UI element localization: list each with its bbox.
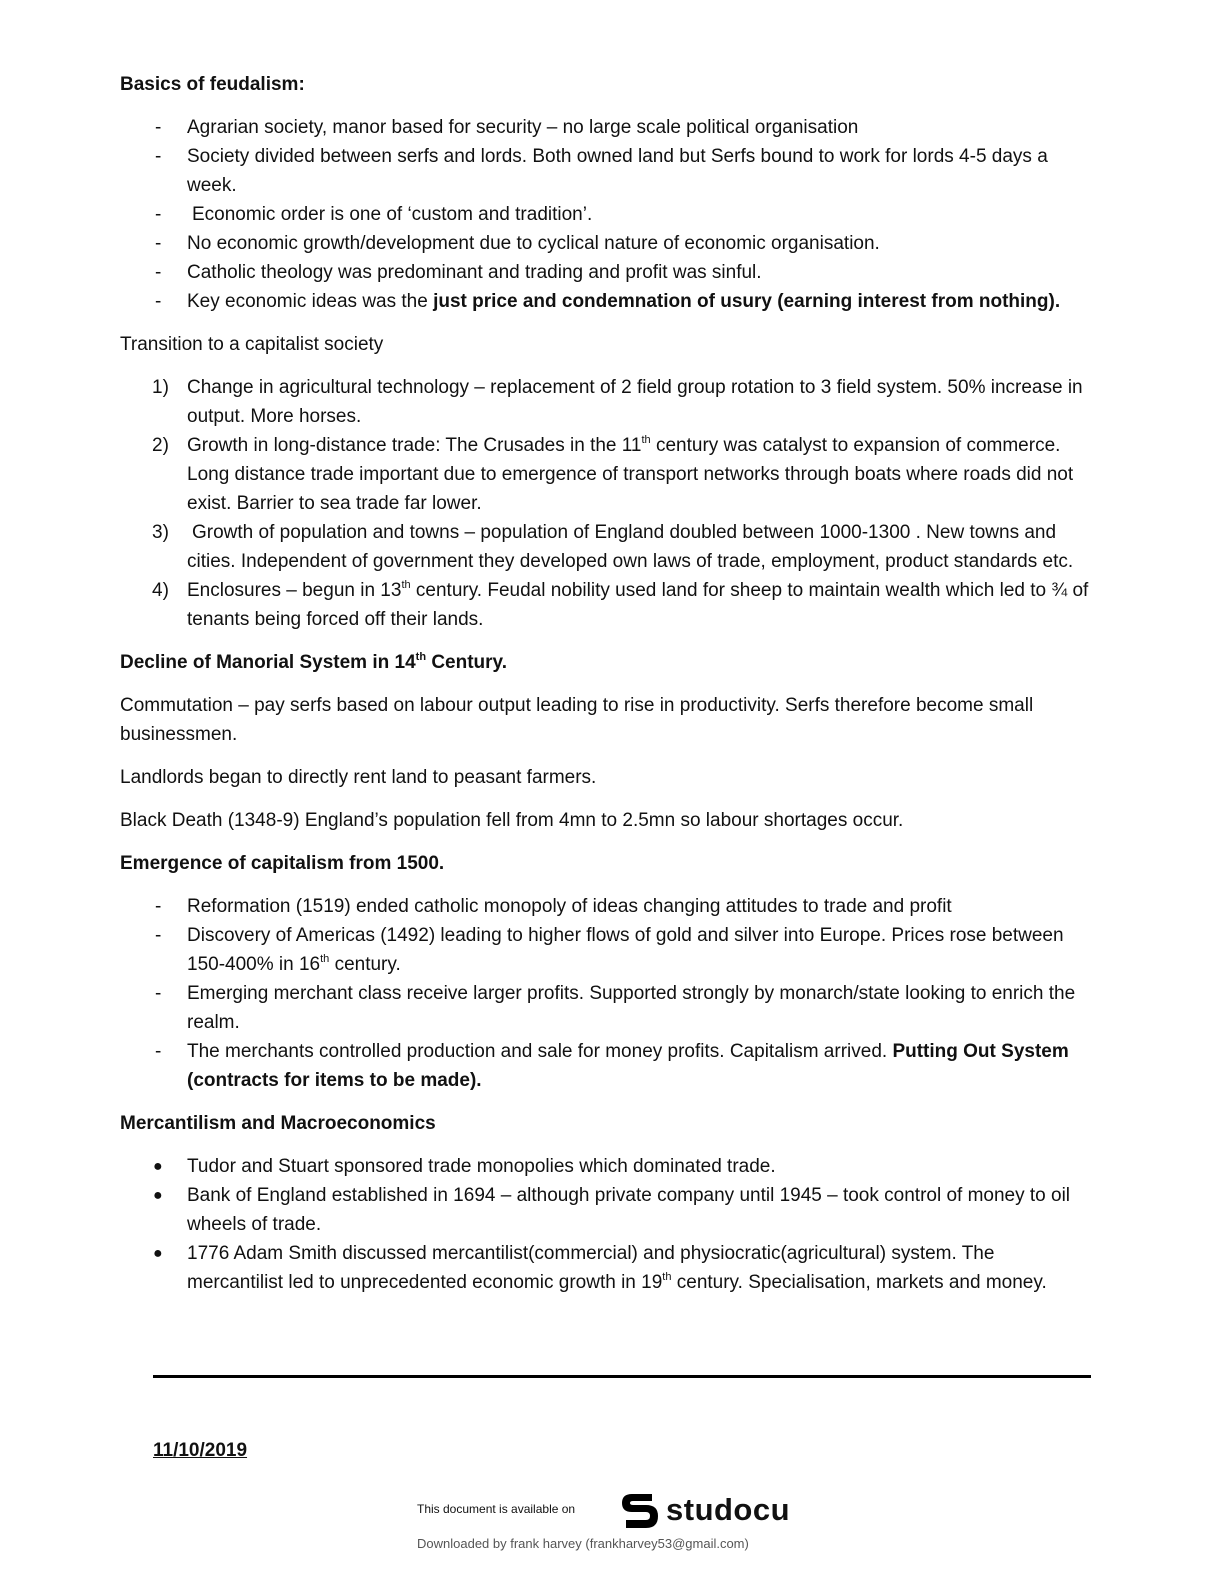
studocu-s-icon xyxy=(618,1488,660,1532)
list-item xyxy=(120,921,1095,979)
list-item-text: Tudor and Stuart sponsored trade monopolies which dominated trade. xyxy=(187,1156,776,1177)
list-item-text: century. xyxy=(329,954,401,975)
dash-marker: - xyxy=(155,1041,162,1062)
studocu-logo[interactable] xyxy=(618,1488,790,1532)
list-item xyxy=(120,229,1095,258)
list-number: 2) xyxy=(152,435,169,456)
heading-decline-manorial xyxy=(120,648,1095,677)
list-item-text: Society divided between serfs and lords. Both owned land but Serfs bound to work for lords 4-5 days a week. xyxy=(187,146,1048,196)
bullet-marker: ● xyxy=(153,1187,163,1204)
dash-marker: - xyxy=(155,233,162,254)
dash-marker: - xyxy=(155,291,162,312)
list-item-text: Reformation (1519) ended catholic monopoly of ideas changing attitudes to trade and profit xyxy=(187,896,952,917)
list-item xyxy=(120,518,1095,576)
list-number: 1) xyxy=(152,377,169,398)
list-item xyxy=(120,979,1095,1037)
list-item-text: No economic growth/development due to cyclical nature of economic organisation. xyxy=(187,233,880,254)
dash-marker: - xyxy=(155,262,162,283)
dash-marker: - xyxy=(155,983,162,1004)
list-item-bold-text: Putting Out System (contracts for items to be made). xyxy=(187,1041,1069,1091)
paragraph: Commutation – pay serfs based on labour output leading to rise in productivity. Serfs therefore become small businessmen. xyxy=(120,695,1034,745)
dash-marker: - xyxy=(155,204,162,225)
bullet-marker: ● xyxy=(153,1158,163,1175)
document-date: 11/10/2019 xyxy=(153,1440,248,1461)
list-item-text: Growth of population and towns – population of England doubled between 1000-1300 . New towns and cities. Independent of government they developed own laws of trade, employment, product standards etc. xyxy=(187,522,1074,572)
superscript: th xyxy=(641,433,651,446)
heading-text: Century. xyxy=(426,652,507,673)
heading-text: Decline of Manorial System in 14 xyxy=(120,652,416,673)
list-item-text: Economic order is one of ‘custom and tradition’. xyxy=(192,204,593,225)
list-item xyxy=(120,142,1095,200)
list-item xyxy=(120,287,1095,316)
list-item-text: Catholic theology was predominant and trading and profit was sinful. xyxy=(187,262,762,283)
horizontal-rule xyxy=(153,1375,1091,1378)
list-item xyxy=(120,258,1095,287)
list-item xyxy=(120,1239,1095,1297)
superscript: th xyxy=(401,578,411,591)
list-item xyxy=(120,892,1095,921)
list-item-text: century. Specialisation, markets and money. xyxy=(671,1272,1047,1293)
list-item xyxy=(120,576,1095,634)
paragraph: Landlords began to directly rent land to peasant farmers. xyxy=(120,767,597,788)
list-item-text: Key economic ideas was the xyxy=(187,291,434,312)
bullet-marker: ● xyxy=(153,1245,163,1262)
dash-marker: - xyxy=(155,896,162,917)
list-item-text: Emerging merchant class receive larger profits. Supported strongly by monarch/state looking to enrich the realm. xyxy=(187,983,1076,1033)
list-item-text: Change in agricultural technology – replacement of 2 field group rotation to 3 field system. 50% increase in output. More horses. xyxy=(187,377,1083,427)
dash-marker: - xyxy=(155,117,162,138)
list-item xyxy=(120,1152,1095,1181)
list-item xyxy=(120,1037,1095,1095)
list-item-bold-text: just price and condemnation of usury (earning interest from nothing). xyxy=(433,291,1061,312)
paragraph: Black Death (1348-9) England’s population fell from 4mn to 2.5mn so labour shortages occur. xyxy=(120,810,904,831)
list-item xyxy=(120,373,1095,431)
list-item-text: The merchants controlled production and sale for money profits. Capitalism arrived. xyxy=(187,1041,893,1062)
list-item-text: Enclosures – begun in 13 xyxy=(187,580,402,601)
document-body xyxy=(120,70,1095,1311)
dash-marker: - xyxy=(155,146,162,167)
superscript: th xyxy=(320,952,330,965)
dash-marker: - xyxy=(155,925,162,946)
list-item-text: century was catalyst to expansion of commerce. Long distance trade important due to emergence of transport networks through boats where roads did not exist. Barrier to sea trade far lower. xyxy=(187,435,1074,514)
superscript: th xyxy=(415,650,427,663)
list-number: 4) xyxy=(152,580,169,601)
mercantilism-list xyxy=(120,1152,1095,1297)
list-item xyxy=(120,113,1095,142)
list-item-text: Growth in long-distance trade: The Crusades in the 11 xyxy=(187,435,642,456)
list-item-text: Agrarian society, manor based for security – no large scale political organisation xyxy=(187,117,859,138)
feudalism-list xyxy=(120,113,1095,316)
heading-emergence-capitalism: Emergence of capitalism from 1500. xyxy=(120,853,445,874)
list-item xyxy=(120,1181,1095,1239)
list-item xyxy=(120,200,1095,229)
transition-list xyxy=(120,373,1095,634)
list-item-text: Discovery of Americas (1492) leading to higher flows of gold and silver into Europe. Prices rose between 150-400% in 16 xyxy=(187,925,1064,975)
heading-mercantilism: Mercantilism and Macroeconomics xyxy=(120,1113,436,1134)
superscript: th xyxy=(662,1270,672,1283)
heading-basics-of-feudalism: Basics of feudalism: xyxy=(120,74,305,95)
heading-transition: Transition to a capitalist society xyxy=(120,334,384,355)
footer-available-text: This document is available on xyxy=(417,1502,576,1516)
list-item-text: century. Feudal nobility used land for sheep to maintain wealth which led to ¾ of tenants being forced off their lands. xyxy=(187,580,1089,630)
list-item-text: 1776 Adam Smith discussed mercantilist(commercial) and physiocratic(agricultural) system. The mercantilist led to unprecedented economic growth in 19 xyxy=(187,1243,995,1293)
list-number: 3) xyxy=(152,522,169,543)
list-item xyxy=(120,431,1095,518)
studocu-logo-text: studocu xyxy=(666,1492,791,1527)
footer-downloaded-text: Downloaded by frank harvey (frankharvey53@gmail.com) xyxy=(417,1536,749,1551)
list-item-text: Bank of England established in 1694 – although private company until 1945 – took control of money to oil wheels of trade. xyxy=(187,1185,1071,1235)
capitalism-list xyxy=(120,892,1095,1095)
